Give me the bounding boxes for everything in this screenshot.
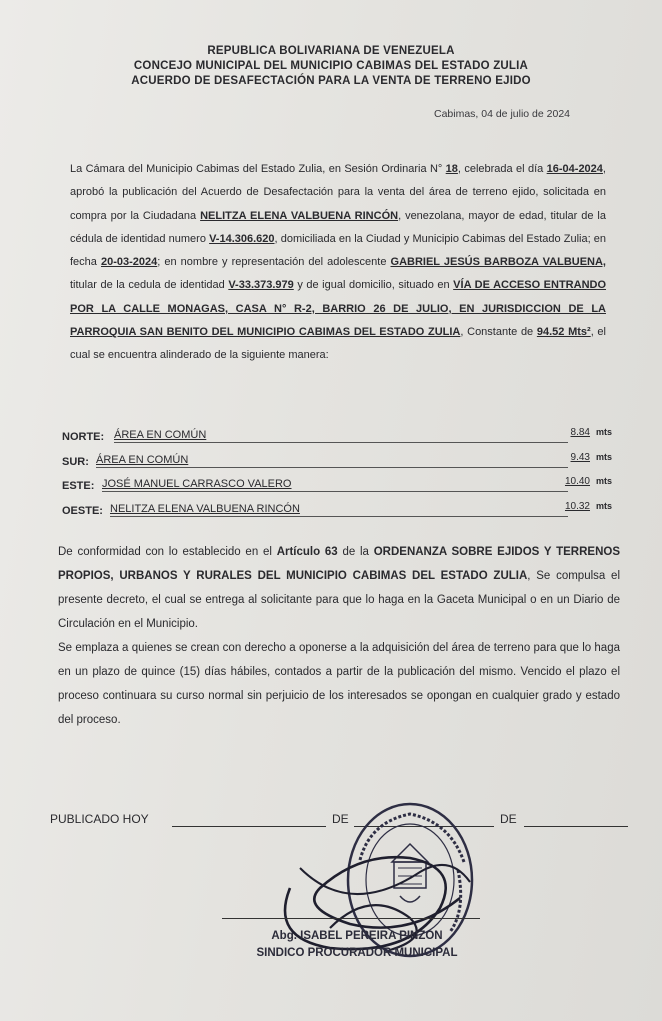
article-ref: Artículo 63 (276, 546, 338, 558)
header-republic: REPUBLICA BOLIVARIANA DE VENEZUELA (207, 45, 455, 57)
session-number: 18 (445, 163, 458, 175)
boundary-value-text: ÁREA EN COMÚN (114, 429, 207, 441)
boundary-label: OESTE: (62, 504, 103, 517)
body-text-1: La Cámara del Municipio Cabimas del Estado Zulia, en Sesión Ordinaria N° (70, 163, 443, 175)
boundary-measure: 10.32 (564, 500, 590, 512)
conformity-paragraph (58, 540, 620, 636)
conformity-text-1: De conformidad con lo establecido en el (58, 546, 272, 558)
boundary-label: NORTE: (62, 431, 105, 443)
boundary-value-text: JOSÉ MANUEL CARRASCO VALERO (102, 478, 292, 490)
published-today-label: PUBLICADO HOY (50, 812, 149, 826)
applicant-name: NELITZA ELENA VALBUENA RINCÓN (200, 209, 399, 222)
boundary-value (114, 429, 206, 441)
boundary-line (96, 467, 568, 468)
day-blank (172, 826, 326, 827)
boundary-label: SUR: (62, 455, 89, 468)
header-title: ACUERDO DE DESAFECTACIÓN PARA LA VENTA DE TERRENO EJIDO (131, 75, 531, 87)
boundary-value-text: NELITZA ELENA VALBUENA RINCÓN (110, 502, 300, 515)
boundary-west (62, 498, 612, 523)
applicant-id: V-14.306.620 (209, 232, 275, 245)
document-header (0, 44, 662, 89)
boundary-north (62, 424, 612, 449)
boundary-value (110, 503, 300, 515)
boundary-unit: mts (595, 476, 612, 486)
body-text-6: ; en nombre y representación del adolescente (157, 256, 387, 269)
document-date: Cabimas, 04 de julio de 2024 (433, 108, 570, 120)
body-text-4: , venezolana, mayor de edad, titular de la cédula de identidad numero (70, 209, 606, 245)
property-address: VÍA DE ACCESO ENTRANDO POR LA CALLE MONAGAS, CASA N° R-2, BARRIO 26 DE JULIO, EN JURISDICCION DE LA PARROQUIA SAN BENITO DEL MUNICIPIO CABIMAS DEL ESTADO ZULIA (70, 279, 607, 339)
boundary-value (96, 454, 188, 466)
boundary-line (114, 442, 568, 443)
signatory-title: SINDICO PROCURADOR MUNICIPAL (256, 947, 458, 959)
boundary-label: ESTE: (62, 480, 95, 492)
signature-line (222, 918, 480, 919)
boundaries-list (62, 424, 612, 522)
request-date: 20-03-2024 (100, 256, 158, 269)
body-text-3: , aprobó la publicación del Acuerdo de Desafectación para la venta del área de terreno ejido, solicitada en compra por la Ciudadana (70, 163, 606, 222)
boundary-east (62, 473, 612, 498)
minor-id: V-33.373.979 (228, 279, 294, 292)
boundary-unit: mts (595, 427, 612, 437)
summons-paragraph: Se emplaza a quienes se crean con derecho a oponerse a la adquisición del área de terreno para que lo haga en un plazo de quince (15) días hábiles, contados a partir de la publicación del mismo. Vencido el plazo el proceso continuara su curso normal sin perjuicio de los interesados se opongan en cualquier grado y estado del proceso. (58, 642, 620, 726)
boundary-measure: 9.43 (570, 451, 590, 463)
ordinance-name: ORDENANZA SOBRE EJIDOS Y TERRENOS PROPIOS, URBANOS Y RURALES DEL MUNICIPIO CABIMAS DEL ESTADO ZULIA (58, 546, 621, 582)
year-blank (524, 826, 628, 827)
conformity-text-2: de la (342, 546, 369, 558)
signatory-name: Abg. ISABEL PEREIRA PINZON (271, 930, 443, 942)
body-text-8: y de igual domicilio, situado en (297, 279, 450, 292)
boundary-measure: 10.40 (564, 476, 590, 487)
body-text-2: , celebrada el día (457, 163, 544, 175)
boundary-unit: mts (595, 451, 612, 462)
conformity-text-3: , Se compulsa el presente decreto, el cual se entrega al solicitante para que lo haga en la Gaceta Municipal o en un Diario de Circulación en el Municipio. (58, 570, 621, 630)
conformity-section (58, 540, 620, 732)
header-council: CONCEJO MUNICIPAL DEL MUNICIPIO CABIMAS DEL ESTADO ZULIA (133, 60, 529, 72)
body-text-10: , el cual se encuentra alinderado de la siguiente manera: (70, 326, 606, 362)
boundary-value (102, 478, 292, 490)
boundary-line (102, 491, 568, 492)
boundary-value-text: ÁREA EN COMÚN (96, 453, 189, 466)
main-paragraph (70, 158, 606, 368)
boundary-south (62, 449, 612, 474)
body-text-5: , domiciliada en la Ciudad y Municipio Cabimas del Estado Zulia; en fecha (70, 232, 606, 269)
boundary-line (110, 516, 568, 517)
body-text-9: , Constante de (460, 326, 534, 339)
session-date: 16-04-2024 (546, 163, 603, 175)
boundary-unit: mts (595, 500, 612, 511)
property-area: 94.52 Mts² (536, 326, 591, 339)
de-label-2: DE (500, 812, 517, 826)
boundary-measure: 8.84 (570, 427, 590, 438)
signature-block (222, 928, 492, 962)
body-text-7: titular de la cedula de identidad (70, 279, 225, 292)
minor-name: GABRIEL JESÚS BARBOZA VALBUENA, (390, 256, 606, 269)
de-label-1: DE (332, 812, 349, 826)
